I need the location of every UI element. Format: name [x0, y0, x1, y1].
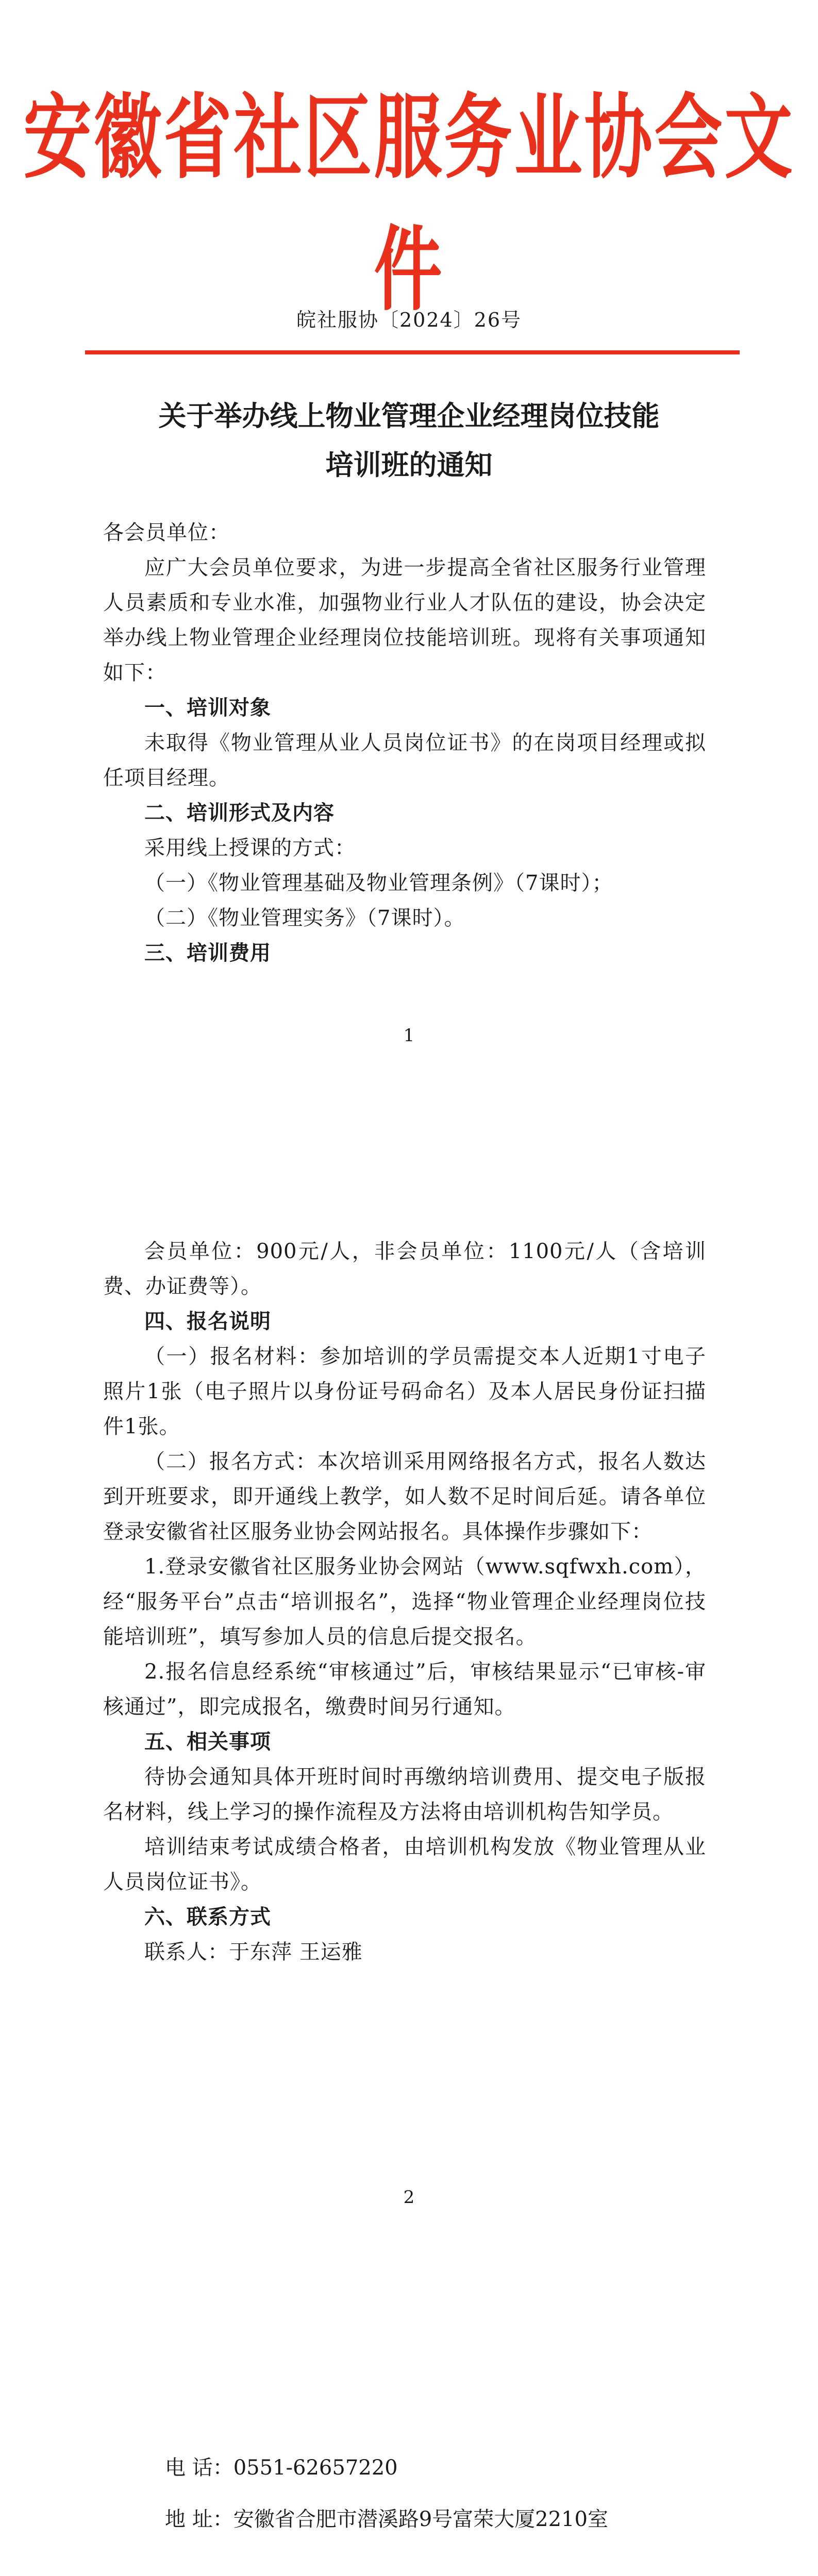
page-number-1: 1	[403, 1025, 415, 1046]
registration-step-2: 2.报名信息经系统“审核通过”后，审核结果显示“已审核-审核通过”，即完成报名，缴费时间另行通知。	[103, 1660, 706, 1719]
document-number: 皖社服协〔2024〕26号	[296, 309, 522, 331]
notice-title	[0, 392, 818, 489]
training-format-paragraph: 采用线上授课的方式：	[144, 836, 356, 860]
section-heading-3: 三、培训费用	[144, 941, 271, 965]
page-1	[0, 0, 818, 1157]
page-number-2: 2	[403, 2187, 415, 2208]
section-heading-5: 五、相关事项	[144, 1730, 271, 1754]
page-2	[0, 1157, 818, 2313]
intro-paragraph: 应广大会员单位要求，为进一步提高全省社区服务行业管理人员素质和专业水准，加强物业行业人才队伍的建设，协会决定举办线上物业管理企业经理岗位技能培训班。现将有关事项通知如下：	[103, 556, 706, 685]
related-matters-paragraph-2: 培训结束考试成绩合格者，由培训机构发放《物业管理从业人员岗位证书》。	[103, 1835, 706, 1894]
related-matters-paragraph-1: 待协会通知具体开班时间时再缴纳培训费用、提交电子版报名材料，线上学习的操作流程及方法将由培训机构告知学员。	[103, 1765, 706, 1824]
section-heading-1: 一、培训对象	[144, 696, 271, 720]
fee-paragraph: 会员单位：900元/人，非会员单位：1100元/人（含培训费、办证费等）。	[103, 1240, 706, 1298]
page-1-body	[103, 515, 706, 971]
registration-materials: （一）报名材料：参加培训的学员需提交本人近期1寸电子照片1张（电子照片以身份证号码命名）及本人居民身份证扫描件1张。	[103, 1345, 706, 1438]
notice-title-line-2: 培训班的通知	[325, 449, 493, 481]
section-heading-2: 二、培训形式及内容	[144, 801, 335, 825]
contact-info	[165, 2442, 608, 2545]
section-heading-6: 六、联系方式	[144, 1905, 271, 1929]
address-line: 地 址：安徽省合肥市潜溪路9号富荣大厦2210室	[165, 2507, 608, 2531]
red-divider	[85, 350, 740, 354]
notice-title-line-1: 关于举办线上物业管理企业经理岗位技能	[158, 400, 660, 432]
phone-line: 电 话：0551-62657220	[165, 2456, 398, 2480]
salutation: 各会员单位：	[103, 521, 230, 545]
course-item-1: （一）《物业管理基础及物业管理条例》（7课时）；	[144, 871, 613, 895]
registration-step-1: 1.登录安徽省社区服务业协会网站（www.sqfwxh.com），经“服务平台”点击“培训报名”，选择“物业管理企业经理岗位技能培训班”，填写参加人员的信息后提交报名。	[103, 1555, 706, 1649]
registration-method: （二）报名方式：本次培训采用网络报名方式，报名人数达到开班要求，即开通线上教学，如人数不足时间后延。请各单位登录安徽省社区服务业协会网站报名。具体操作步骤如下：	[103, 1450, 706, 1544]
page-2-body	[103, 1234, 706, 1970]
training-target-paragraph: 未取得《物业管理从业人员岗位证书》的在岗项目经理或拟任项目经理。	[103, 731, 706, 790]
course-item-2: （二）《物业管理实务》（7课时）。	[144, 906, 465, 930]
contact-persons: 联系人：于东萍 王运雅	[144, 1940, 363, 1964]
document-header-title: 安徽省社区服务业协会文件	[23, 83, 795, 324]
section-heading-4: 四、报名说明	[144, 1310, 271, 1333]
